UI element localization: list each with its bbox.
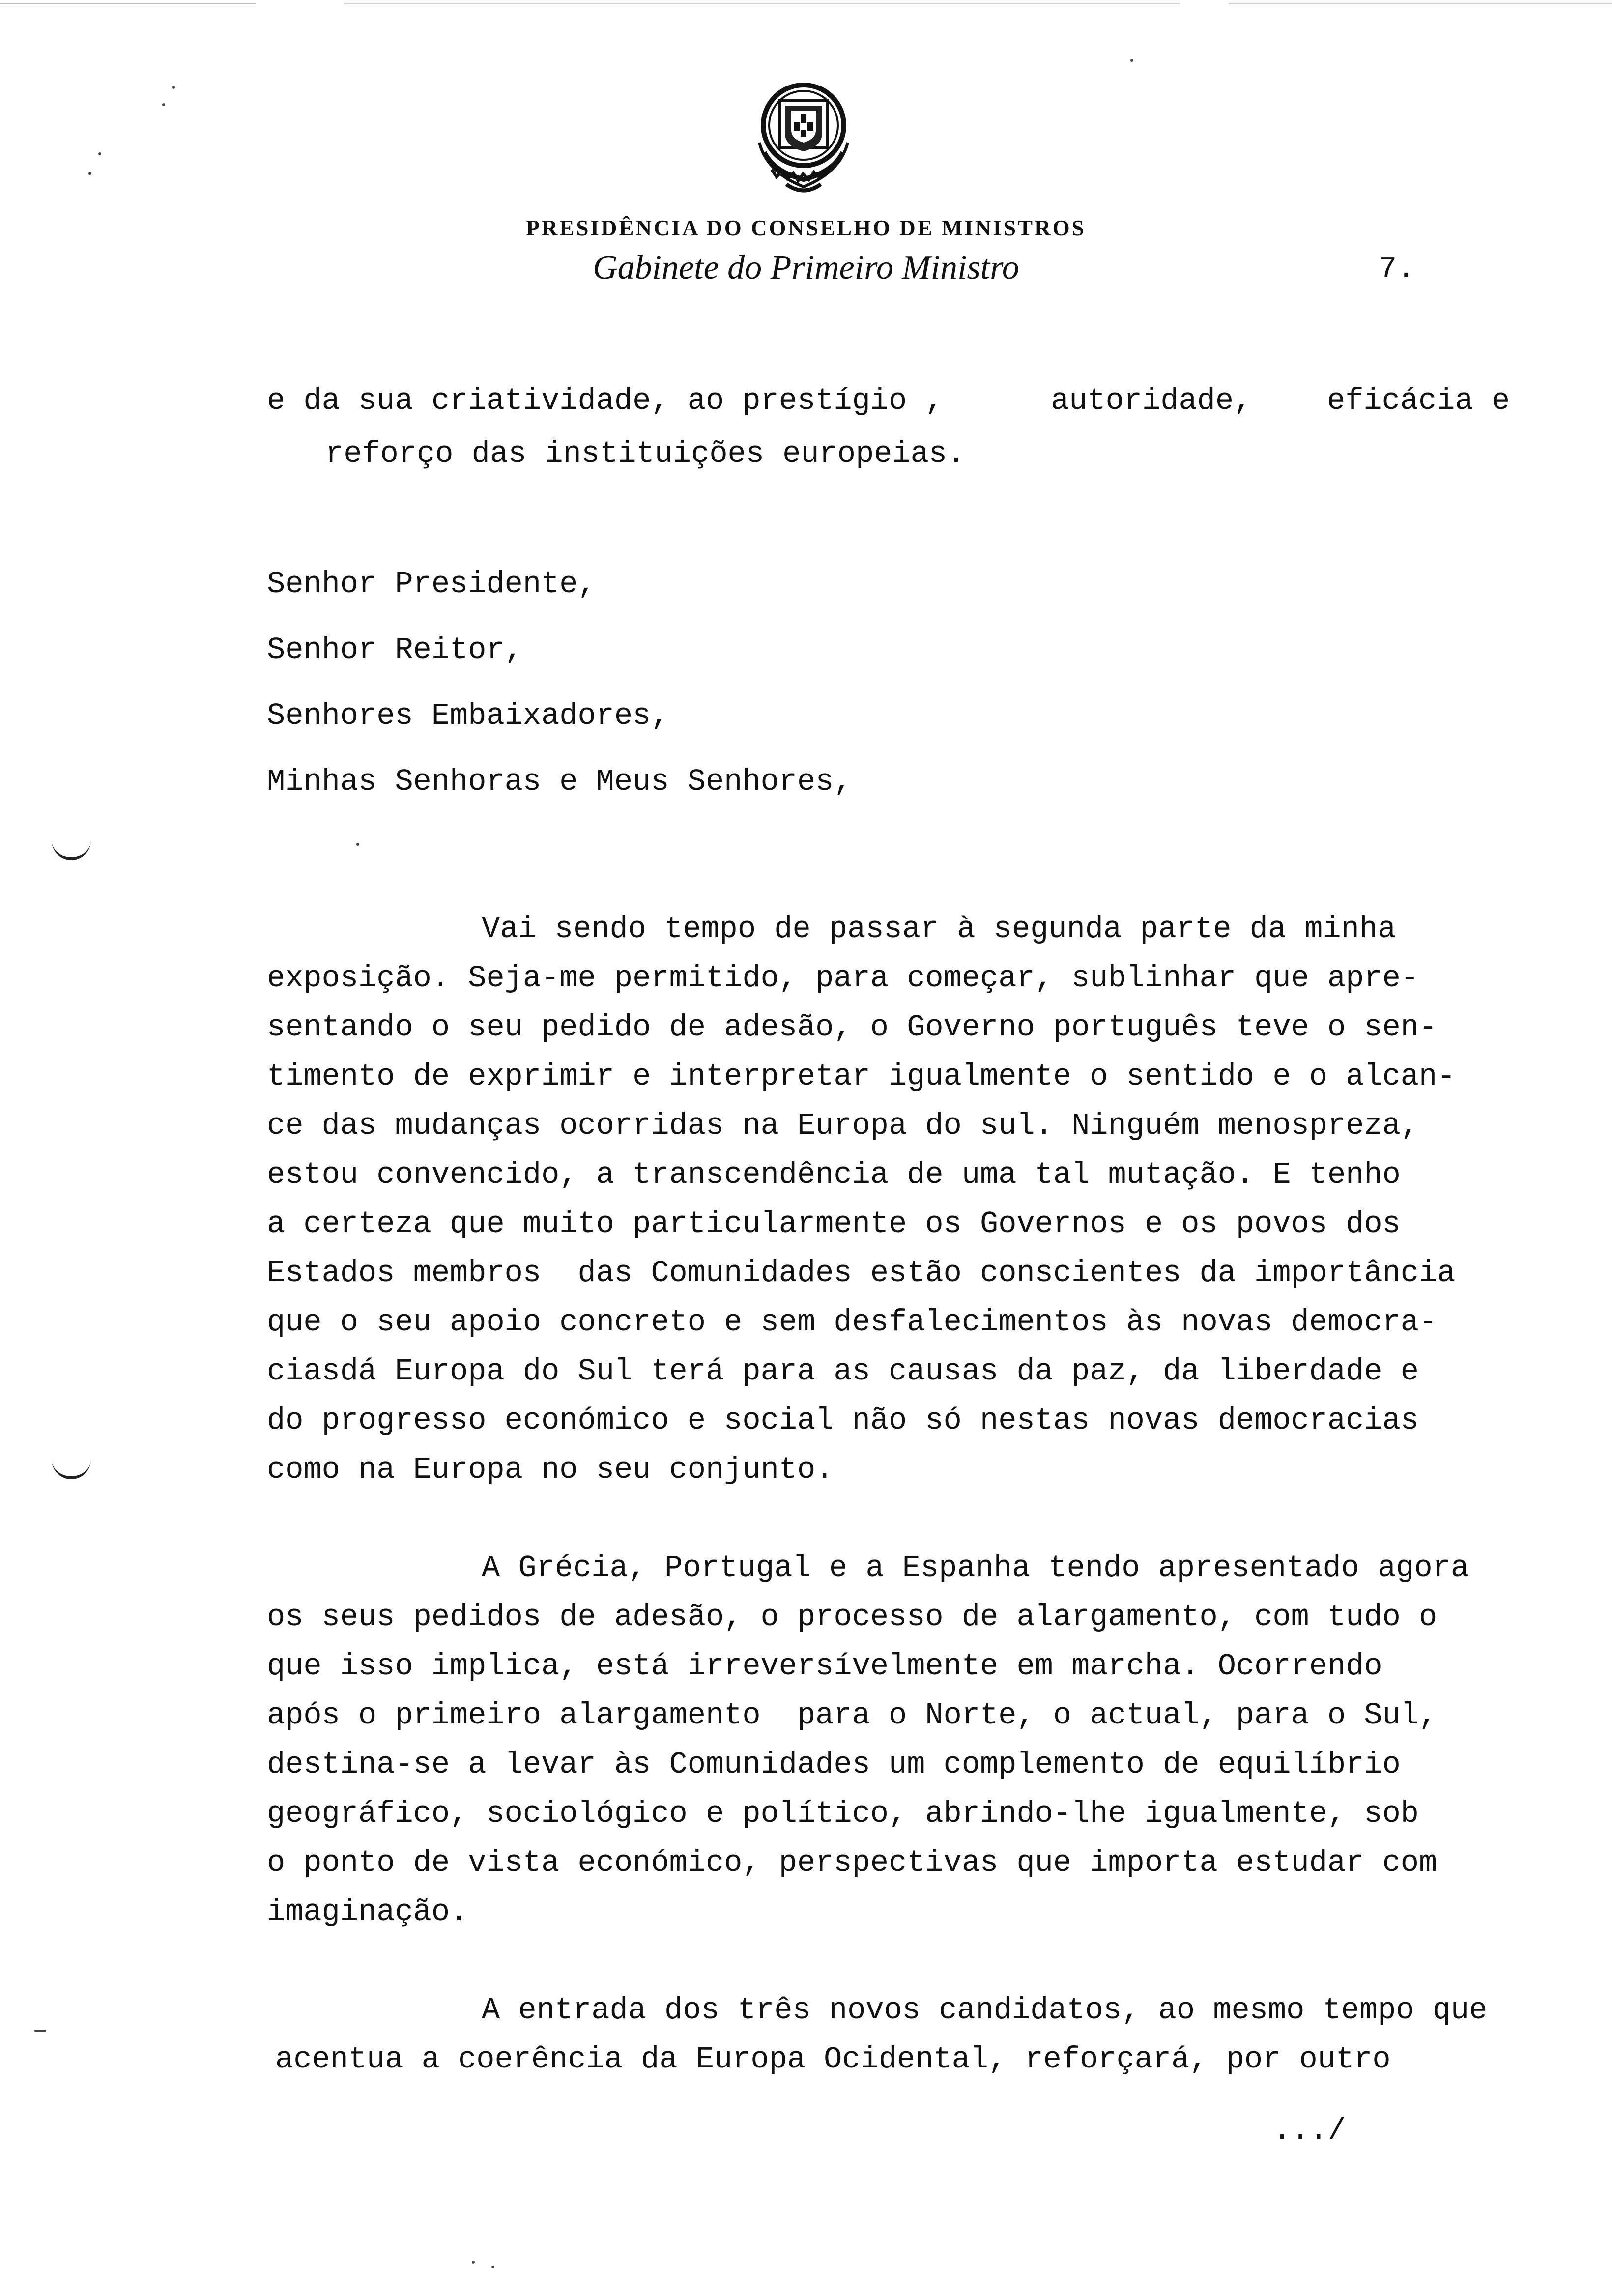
scan-speck [162,103,165,106]
scan-edge-line [1229,3,1612,4]
salutation-line: Senhor Presidente, [267,567,596,602]
salutation-line: Minhas Senhoras e Meus Senhores, [267,764,852,799]
paragraph-1-line: como na Europa no seu conjunto. [267,1452,834,1487]
paragraph-1-line: ce das mudanças ocorridas na Europa do sul. Ninguém menospreza, [267,1108,1419,1143]
paragraph-2-line: A Grécia, Portugal e a Espanha tendo apresentado agora [482,1550,1469,1585]
paragraph-2-line: imaginação. [267,1894,468,1929]
paragraph-2-line: os seus pedidos de adesão, o processo de alargamento, com tudo o [267,1600,1438,1635]
paragraph-1-line: ciasdá Europa do Sul terá para as causas da paz, da liberdade e [267,1354,1419,1389]
paragraph-3-line: A entrada dos três novos candidatos, ao mesmo tempo que [482,1993,1488,2028]
paragraph-2-line: que isso implica, está irreversívelmente em marcha. Ocorrendo [267,1649,1382,1684]
punch-hole-mark [52,1455,91,1479]
scan-speck [356,843,359,846]
paragraph-2-line: após o primeiro alargamento para o Norte, o actual, para o Sul, [267,1698,1438,1733]
scan-speck [88,172,91,175]
paragraph-3-line: acentua a coerência da Europa Ocidental, reforçará, por outro [275,2042,1391,2077]
paragraph-1-line: que o seu apoio concreto e sem desfalecimentos às novas democra- [267,1305,1438,1340]
paragraph-1-line: Vai sendo tempo de passar à segunda parte da minha [482,912,1396,947]
salutation-line: Senhor Reitor, [267,632,523,667]
opening-line-1c: eficácia e [1327,383,1510,418]
scan-speck [491,2266,494,2268]
scan-speck [1130,59,1133,62]
scan-speck [98,152,101,155]
paragraph-2-line: geográfico, sociológico e político, abrindo-lhe igualmente, sob [267,1796,1419,1831]
paragraph-1-line: do progresso económico e social não só nestas novas democracias [267,1403,1419,1438]
opening-line-1b: autoridade, [1051,383,1252,418]
paragraph-2-line: o ponto de vista económico, perspectivas que importa estudar com [267,1845,1438,1880]
scan-speck [34,2030,46,2032]
paragraph-1-line: Estados membros das Comunidades estão conscientes da importância [267,1256,1456,1291]
opening-line-2: reforço das instituições europeias. [325,436,966,471]
paragraph-1-line: a certeza que muito particularmente os Governos e os povos dos [267,1206,1401,1241]
opening-line-1a: e da sua criatividade, ao prestígio , [267,383,944,418]
scan-speck [472,2261,475,2264]
scan-speck [172,86,175,89]
paragraph-2-line: destina-se a levar às Comunidades um complemento de equilíbrio [267,1747,1401,1782]
paragraph-1-line: exposição. Seja-me permitido, para começar, sublinhar que apre- [267,961,1419,996]
paragraph-1-line: sentando o seu pedido de adesão, o Governo português teve o sen- [267,1010,1438,1045]
continuation-mark: .../ [1273,2113,1346,2148]
scan-edge-line [344,3,1180,4]
paragraph-1-line: estou convencido, a transcendência de uma tal mutação. E tenho [267,1157,1401,1192]
page-number: 7. [1379,252,1415,287]
portuguese-coat-of-arms-icon [745,79,863,201]
punch-hole-mark [52,835,91,860]
scan-edge-line [0,3,256,4]
paragraph-1-line: timento de exprimir e interpretar igualmente o sentido e o alcan- [267,1059,1456,1094]
salutation-line: Senhores Embaixadores, [267,698,669,733]
office-name: PRESIDÊNCIA DO CONSELHO DE MINISTROS [526,216,1086,240]
cabinet-name: Gabinete do Primeiro Ministro [593,249,1019,287]
